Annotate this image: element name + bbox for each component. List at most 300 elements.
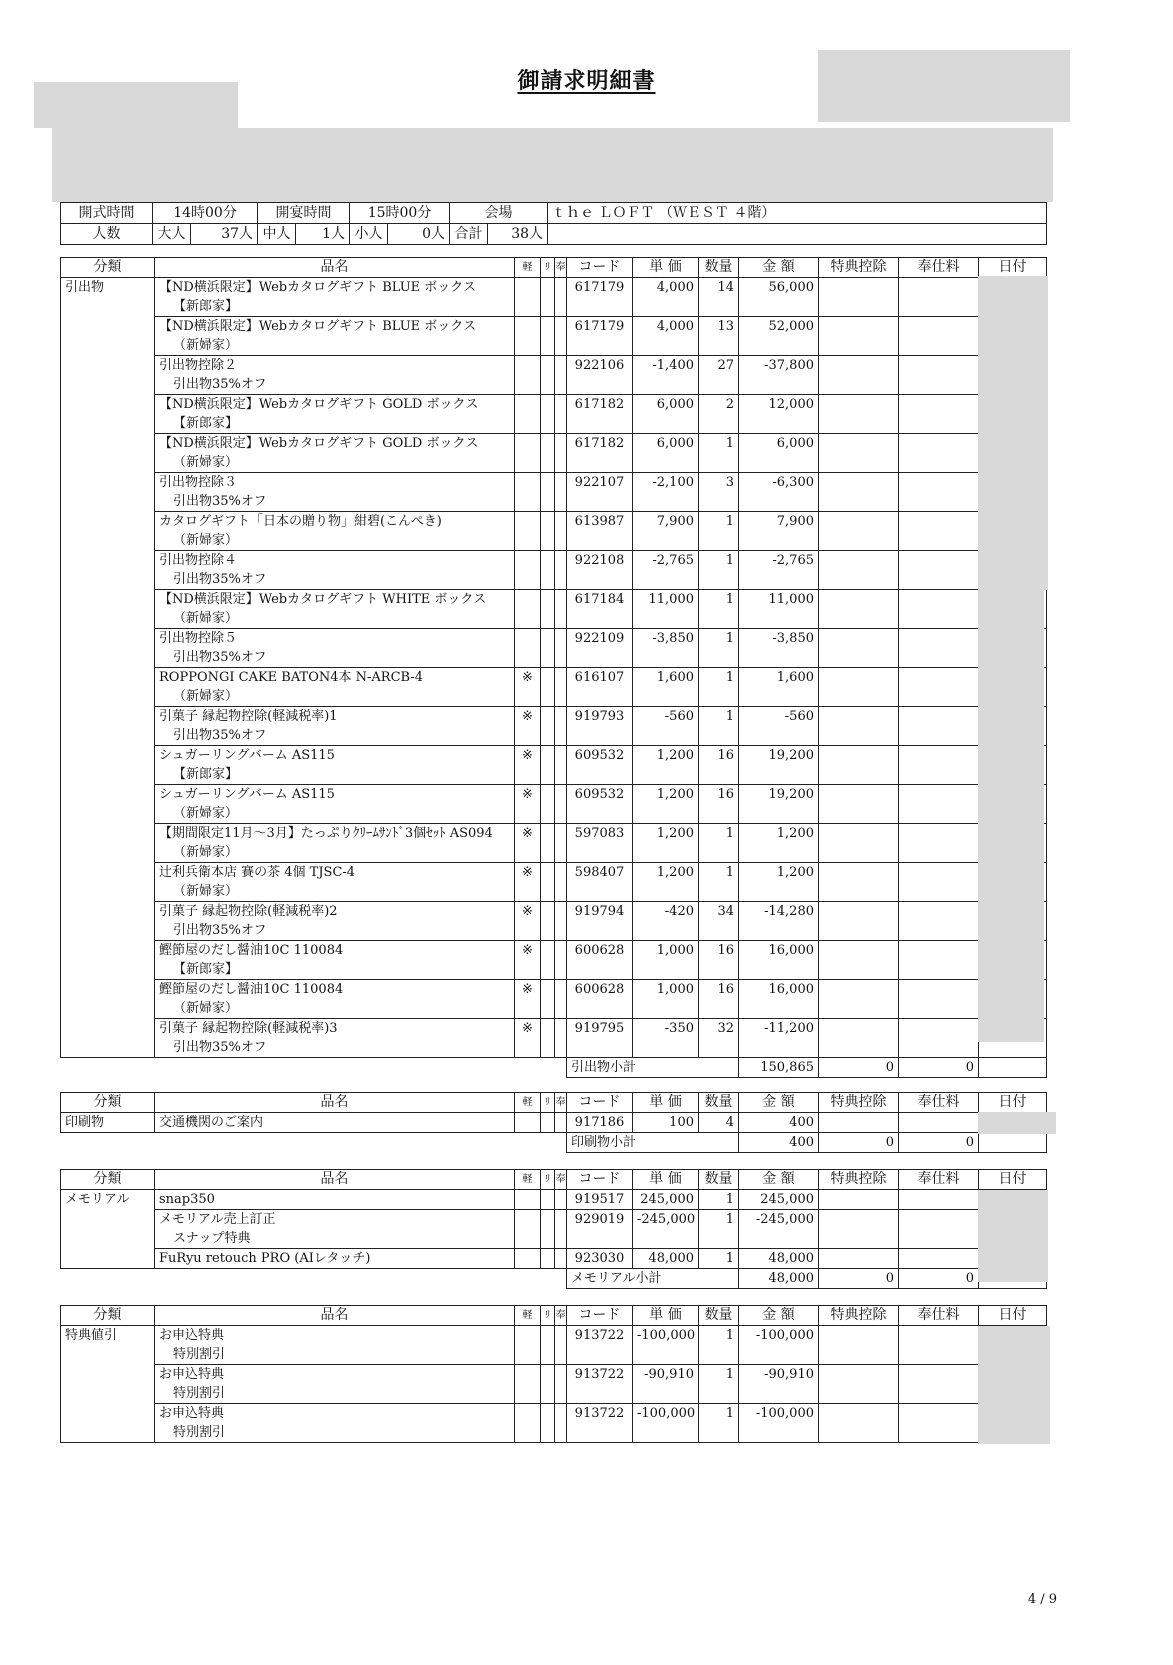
unit-price: 6,000	[633, 434, 699, 473]
item-name: 【ND横浜限定】Webカタログギフト GOLD ボックス	[159, 436, 479, 451]
subtotal-benefit: 0	[819, 1133, 899, 1153]
item-name-cell	[155, 1210, 515, 1249]
item-code: 919517	[567, 1190, 633, 1210]
unit-price: -100,000	[633, 1326, 699, 1365]
benefit-cell	[819, 395, 899, 434]
item-code: 617179	[567, 278, 633, 317]
item-subtitle: 引出物35%オフ	[173, 650, 267, 665]
item-name-cell	[155, 551, 515, 590]
category-cell	[61, 707, 155, 746]
header-benefit: 特典控除	[819, 1093, 899, 1113]
service-cell	[899, 512, 979, 551]
unit-price: -420	[633, 902, 699, 941]
service-cell	[899, 356, 979, 395]
item-name-cell	[155, 473, 515, 512]
reduced-tax-mark	[515, 1210, 541, 1249]
header-light: 軽	[515, 258, 541, 278]
item-subtitle: （新婦家）	[173, 884, 239, 899]
category-cell	[61, 1404, 155, 1443]
header-ryo: ﾘ	[541, 1093, 555, 1113]
ryo-cell	[541, 1190, 555, 1210]
category-cell	[61, 746, 155, 785]
item-code: 917186	[567, 1113, 633, 1133]
unit-price: 4,000	[633, 278, 699, 317]
header-service: 奉仕料	[899, 1306, 979, 1326]
total-label: 合計	[450, 224, 488, 245]
ryo-cell	[541, 824, 555, 863]
item-subtitle: 特別割引	[173, 1425, 226, 1440]
ho-cell	[555, 317, 567, 356]
amount: -6,300	[739, 473, 819, 512]
category-cell	[61, 1249, 155, 1269]
ryo-cell	[541, 473, 555, 512]
header-category: 分類	[61, 1170, 155, 1190]
benefit-cell	[819, 785, 899, 824]
ryo-cell	[541, 395, 555, 434]
service-cell	[899, 902, 979, 941]
table-row	[61, 980, 1047, 1019]
service-cell	[899, 473, 979, 512]
header-code: コード	[567, 1093, 633, 1113]
item-subtitle: 引出物35%オフ	[173, 728, 267, 743]
quantity: 1	[699, 590, 739, 629]
reduced-tax-mark: ※	[515, 902, 541, 941]
section-header-row	[61, 1093, 1047, 1113]
category-cell	[61, 395, 155, 434]
amount: 19,200	[739, 746, 819, 785]
section-table	[60, 1305, 1047, 1443]
unit-price: 1,000	[633, 980, 699, 1019]
header-price: 単 価	[633, 258, 699, 278]
subtotal-date	[979, 1058, 1047, 1078]
service-cell	[899, 317, 979, 356]
reduced-tax-mark	[515, 1365, 541, 1404]
table-row	[61, 1326, 1047, 1365]
item-name-cell	[155, 1019, 515, 1058]
item-name-cell	[155, 941, 515, 980]
subtotal-amount: 48,000	[739, 1269, 819, 1289]
quantity: 1	[699, 512, 739, 551]
unit-price: 1,200	[633, 746, 699, 785]
reduced-tax-mark: ※	[515, 668, 541, 707]
item-code: 922108	[567, 551, 633, 590]
item-code: 617182	[567, 434, 633, 473]
ryo-cell	[541, 785, 555, 824]
header-name: 品名	[155, 1306, 515, 1326]
item-name-cell	[155, 434, 515, 473]
redacted-block	[978, 590, 1044, 1042]
ho-cell	[555, 512, 567, 551]
item-subtitle: （新婦家）	[173, 455, 239, 470]
item-subtitle: （新婦家）	[173, 533, 239, 548]
subtotal-row	[61, 1269, 1047, 1289]
ho-cell	[555, 1326, 567, 1365]
ryo-cell	[541, 356, 555, 395]
header-benefit: 特典控除	[819, 1306, 899, 1326]
item-name-cell	[155, 395, 515, 434]
amount: 1,600	[739, 668, 819, 707]
item-code: 598407	[567, 863, 633, 902]
item-subtitle: （新婦家）	[173, 845, 239, 860]
ryo-cell	[541, 668, 555, 707]
reduced-tax-mark: ※	[515, 980, 541, 1019]
ho-cell	[555, 278, 567, 317]
unit-price: 1,200	[633, 863, 699, 902]
category-cell	[61, 590, 155, 629]
quantity: 4	[699, 1113, 739, 1133]
ho-cell	[555, 473, 567, 512]
item-name-cell	[155, 317, 515, 356]
unit-price: 100	[633, 1113, 699, 1133]
reduced-tax-mark	[515, 590, 541, 629]
item-name: 鰹節屋のだし醤油10C 110084	[159, 943, 344, 958]
ho-cell	[555, 395, 567, 434]
reduced-tax-mark	[515, 356, 541, 395]
info-row-guests	[61, 224, 1047, 245]
reduced-tax-mark	[515, 551, 541, 590]
header-date: 日付	[979, 1170, 1047, 1190]
service-cell	[899, 1249, 979, 1269]
section-header-row	[61, 258, 1047, 278]
subtotal-amount: 400	[739, 1133, 819, 1153]
benefit-cell	[819, 1365, 899, 1404]
item-code: 617179	[567, 317, 633, 356]
ryo-cell	[541, 863, 555, 902]
unit-price: -560	[633, 707, 699, 746]
start-time-value: 14時00分	[153, 203, 258, 224]
service-cell	[899, 590, 979, 629]
amount: -100,000	[739, 1404, 819, 1443]
unit-price: 1,600	[633, 668, 699, 707]
item-name-cell	[155, 863, 515, 902]
redacted-block	[978, 1112, 1056, 1134]
quantity: 1	[699, 707, 739, 746]
benefit-cell	[819, 824, 899, 863]
benefit-cell	[819, 1190, 899, 1210]
unit-price: 11,000	[633, 590, 699, 629]
ho-cell	[555, 746, 567, 785]
service-cell	[899, 746, 979, 785]
info-empty-cell	[548, 224, 1047, 245]
table-row	[61, 512, 1047, 551]
benefit-cell	[819, 590, 899, 629]
item-subtitle: （新婦家）	[173, 806, 239, 821]
table-row	[61, 278, 1047, 317]
item-name: 引出物控除４	[159, 553, 238, 568]
ryo-cell	[541, 980, 555, 1019]
header-code: コード	[567, 1306, 633, 1326]
reduced-tax-mark: ※	[515, 785, 541, 824]
amount: 11,000	[739, 590, 819, 629]
benefit-cell	[819, 902, 899, 941]
item-subtitle: （新婦家）	[173, 1001, 239, 1016]
benefit-cell	[819, 1326, 899, 1365]
header-benefit: 特典控除	[819, 258, 899, 278]
amount: 1,200	[739, 863, 819, 902]
unit-price: 7,900	[633, 512, 699, 551]
middle-label: 中人	[258, 224, 296, 245]
party-time-label: 開宴時間	[258, 203, 350, 224]
reduced-tax-mark: ※	[515, 941, 541, 980]
header-date: 日付	[979, 258, 1047, 278]
subtotal-amount: 150,865	[739, 1058, 819, 1078]
quantity: 2	[699, 395, 739, 434]
ho-cell	[555, 1113, 567, 1133]
item-code: 597083	[567, 824, 633, 863]
subtotal-date	[979, 1133, 1047, 1153]
reduced-tax-mark: ※	[515, 863, 541, 902]
header-ho: 奉	[555, 258, 567, 278]
table-row	[61, 746, 1047, 785]
table-row	[61, 317, 1047, 356]
benefit-cell	[819, 551, 899, 590]
unit-price: -90,910	[633, 1365, 699, 1404]
item-name: カタログギフト「日本の贈り物」紺碧(こんぺき)	[159, 514, 442, 529]
category-cell: メモリアル	[61, 1190, 155, 1210]
item-name: シュガーリングバーム AS115	[159, 748, 335, 763]
guests-label: 人数	[61, 224, 153, 245]
item-name-cell	[155, 1365, 515, 1404]
amount: 56,000	[739, 278, 819, 317]
service-cell	[899, 863, 979, 902]
quantity: 16	[699, 980, 739, 1019]
redacted-block	[978, 276, 1048, 590]
item-subtitle: 【新郎家】	[173, 962, 239, 977]
amount: -560	[739, 707, 819, 746]
item-name-cell	[155, 785, 515, 824]
category-cell	[61, 1365, 155, 1404]
reduced-tax-mark	[515, 1249, 541, 1269]
item-name: お申込特典	[159, 1406, 225, 1421]
header-qty: 数量	[699, 258, 739, 278]
reduced-tax-mark: ※	[515, 1019, 541, 1058]
service-cell	[899, 629, 979, 668]
service-cell	[899, 1404, 979, 1443]
category-cell	[61, 941, 155, 980]
ho-cell	[555, 980, 567, 1019]
item-subtitle: 引出物35%オフ	[173, 923, 267, 938]
item-name-cell	[155, 1190, 515, 1210]
item-name: メモリアル売上訂正	[159, 1212, 276, 1227]
item-name-cell	[155, 902, 515, 941]
table-row	[61, 824, 1047, 863]
service-cell	[899, 941, 979, 980]
ho-cell	[555, 707, 567, 746]
subtotal-service: 0	[899, 1058, 979, 1078]
item-name: お申込特典	[159, 1367, 225, 1382]
reduced-tax-mark: ※	[515, 746, 541, 785]
item-name-cell	[155, 512, 515, 551]
unit-price: -245,000	[633, 1210, 699, 1249]
item-code: 913722	[567, 1326, 633, 1365]
item-code: 600628	[567, 980, 633, 1019]
amount: -14,280	[739, 902, 819, 941]
ryo-cell	[541, 1019, 555, 1058]
item-code: 919793	[567, 707, 633, 746]
quantity: 1	[699, 863, 739, 902]
table-row	[61, 356, 1047, 395]
page-number: 4 / 9	[1027, 1592, 1057, 1607]
category-cell	[61, 1210, 155, 1249]
section-table	[60, 1092, 1047, 1153]
item-subtitle: 特別割引	[173, 1347, 226, 1362]
quantity: 1	[699, 1404, 739, 1443]
item-subtitle: （新婦家）	[173, 611, 239, 626]
ho-cell	[555, 1190, 567, 1210]
header-qty: 数量	[699, 1170, 739, 1190]
benefit-cell	[819, 1210, 899, 1249]
ryo-cell	[541, 1210, 555, 1249]
ryo-cell	[541, 317, 555, 356]
item-name-cell	[155, 356, 515, 395]
benefit-cell	[819, 1404, 899, 1443]
amount: 1,200	[739, 824, 819, 863]
category-cell	[61, 863, 155, 902]
header-service: 奉仕料	[899, 1170, 979, 1190]
table-row	[61, 1365, 1047, 1404]
item-code: 913722	[567, 1365, 633, 1404]
item-code: 923030	[567, 1249, 633, 1269]
reduced-tax-mark	[515, 473, 541, 512]
item-name-cell	[155, 629, 515, 668]
header-amount: 金 額	[739, 1170, 819, 1190]
unit-price: 6,000	[633, 395, 699, 434]
category-cell: 引出物	[61, 278, 155, 317]
amount: 12,000	[739, 395, 819, 434]
table-row	[61, 1404, 1047, 1443]
service-cell	[899, 668, 979, 707]
item-name: 交通機関のご案内	[159, 1115, 264, 1130]
amount: 16,000	[739, 980, 819, 1019]
item-code: 922107	[567, 473, 633, 512]
item-code: 617182	[567, 395, 633, 434]
quantity: 16	[699, 746, 739, 785]
reduced-tax-mark	[515, 434, 541, 473]
item-name: お申込特典	[159, 1328, 225, 1343]
item-code: 617184	[567, 590, 633, 629]
header-light: 軽	[515, 1093, 541, 1113]
ryo-cell	[541, 1326, 555, 1365]
ryo-cell	[541, 590, 555, 629]
item-name-cell	[155, 668, 515, 707]
reduced-tax-mark: ※	[515, 824, 541, 863]
header-name: 品名	[155, 258, 515, 278]
table-row	[61, 668, 1047, 707]
subtotal-spacer	[61, 1133, 567, 1153]
child-label: 小人	[350, 224, 388, 245]
ho-cell	[555, 941, 567, 980]
benefit-cell	[819, 863, 899, 902]
amount: -3,850	[739, 629, 819, 668]
ryo-cell	[541, 629, 555, 668]
category-cell	[61, 902, 155, 941]
reduced-tax-mark	[515, 1113, 541, 1133]
header-light: 軽	[515, 1170, 541, 1190]
table-row	[61, 1113, 1047, 1133]
subtotal-label: メモリアル小計	[567, 1269, 739, 1289]
reduced-tax-mark	[515, 278, 541, 317]
subtotal-spacer	[61, 1058, 567, 1078]
child-count: 0人	[388, 224, 450, 245]
category-cell	[61, 473, 155, 512]
adult-label: 大人	[153, 224, 191, 245]
subtotal-row	[61, 1058, 1047, 1078]
item-name: 【ND横浜限定】Webカタログギフト BLUE ボックス	[159, 319, 477, 334]
item-code: 609532	[567, 746, 633, 785]
header-code: コード	[567, 258, 633, 278]
venue-value: ｔｈｅ ＬＯＦＴ （ＷＥＳＴ ４階）	[548, 203, 1047, 224]
reduced-tax-mark: ※	[515, 707, 541, 746]
total-count: 38人	[488, 224, 548, 245]
item-name: 引菓子 縁起物控除(軽減税率)3	[159, 1021, 338, 1036]
unit-price: -3,850	[633, 629, 699, 668]
header-price: 単 価	[633, 1093, 699, 1113]
service-cell	[899, 785, 979, 824]
reduced-tax-mark	[515, 1404, 541, 1443]
item-subtitle: 【新郎家】	[173, 416, 239, 431]
header-ryo: ﾘ	[541, 258, 555, 278]
ho-cell	[555, 1249, 567, 1269]
service-cell	[899, 1019, 979, 1058]
reduced-tax-mark	[515, 395, 541, 434]
item-name: 引出物控除５	[159, 631, 238, 646]
start-time-label: 開式時間	[61, 203, 153, 224]
item-name-cell	[155, 824, 515, 863]
event-info-table	[60, 202, 1047, 245]
quantity: 1	[699, 434, 739, 473]
quantity: 1	[699, 1210, 739, 1249]
item-name: 辻利兵衛本店 賽の茶 4個 TJSC-4	[159, 865, 356, 880]
amount: 52,000	[739, 317, 819, 356]
header-service: 奉仕料	[899, 258, 979, 278]
subtotal-benefit: 0	[819, 1269, 899, 1289]
ho-cell	[555, 1210, 567, 1249]
item-subtitle: 引出物35%オフ	[173, 377, 267, 392]
header-light: 軽	[515, 1306, 541, 1326]
table-row	[61, 902, 1047, 941]
ho-cell	[555, 590, 567, 629]
item-subtitle: 【新郎家】	[173, 767, 239, 782]
category-cell	[61, 434, 155, 473]
redacted-block	[978, 1190, 1048, 1282]
reduced-tax-mark	[515, 1190, 541, 1210]
unit-price: 48,000	[633, 1249, 699, 1269]
benefit-cell	[819, 278, 899, 317]
service-cell	[899, 278, 979, 317]
ryo-cell	[541, 1404, 555, 1443]
benefit-cell	[819, 668, 899, 707]
quantity: 16	[699, 785, 739, 824]
header-date: 日付	[979, 1093, 1047, 1113]
item-name: 引菓子 縁起物控除(軽減税率)1	[159, 709, 338, 724]
amount: 16,000	[739, 941, 819, 980]
item-name: 鰹節屋のだし醤油10C 110084	[159, 982, 344, 997]
item-name: 引菓子 縁起物控除(軽減税率)2	[159, 904, 338, 919]
amount: 19,200	[739, 785, 819, 824]
item-name: 【ND横浜限定】Webカタログギフト GOLD ボックス	[159, 397, 479, 412]
unit-price: 245,000	[633, 1190, 699, 1210]
item-name: 引出物控除３	[159, 475, 238, 490]
category-cell	[61, 980, 155, 1019]
item-code: 913722	[567, 1404, 633, 1443]
ryo-cell	[541, 512, 555, 551]
amount: -90,910	[739, 1365, 819, 1404]
header-benefit: 特典控除	[819, 1170, 899, 1190]
benefit-cell	[819, 1249, 899, 1269]
quantity: 27	[699, 356, 739, 395]
item-name-cell	[155, 1249, 515, 1269]
header-code: コード	[567, 1170, 633, 1190]
